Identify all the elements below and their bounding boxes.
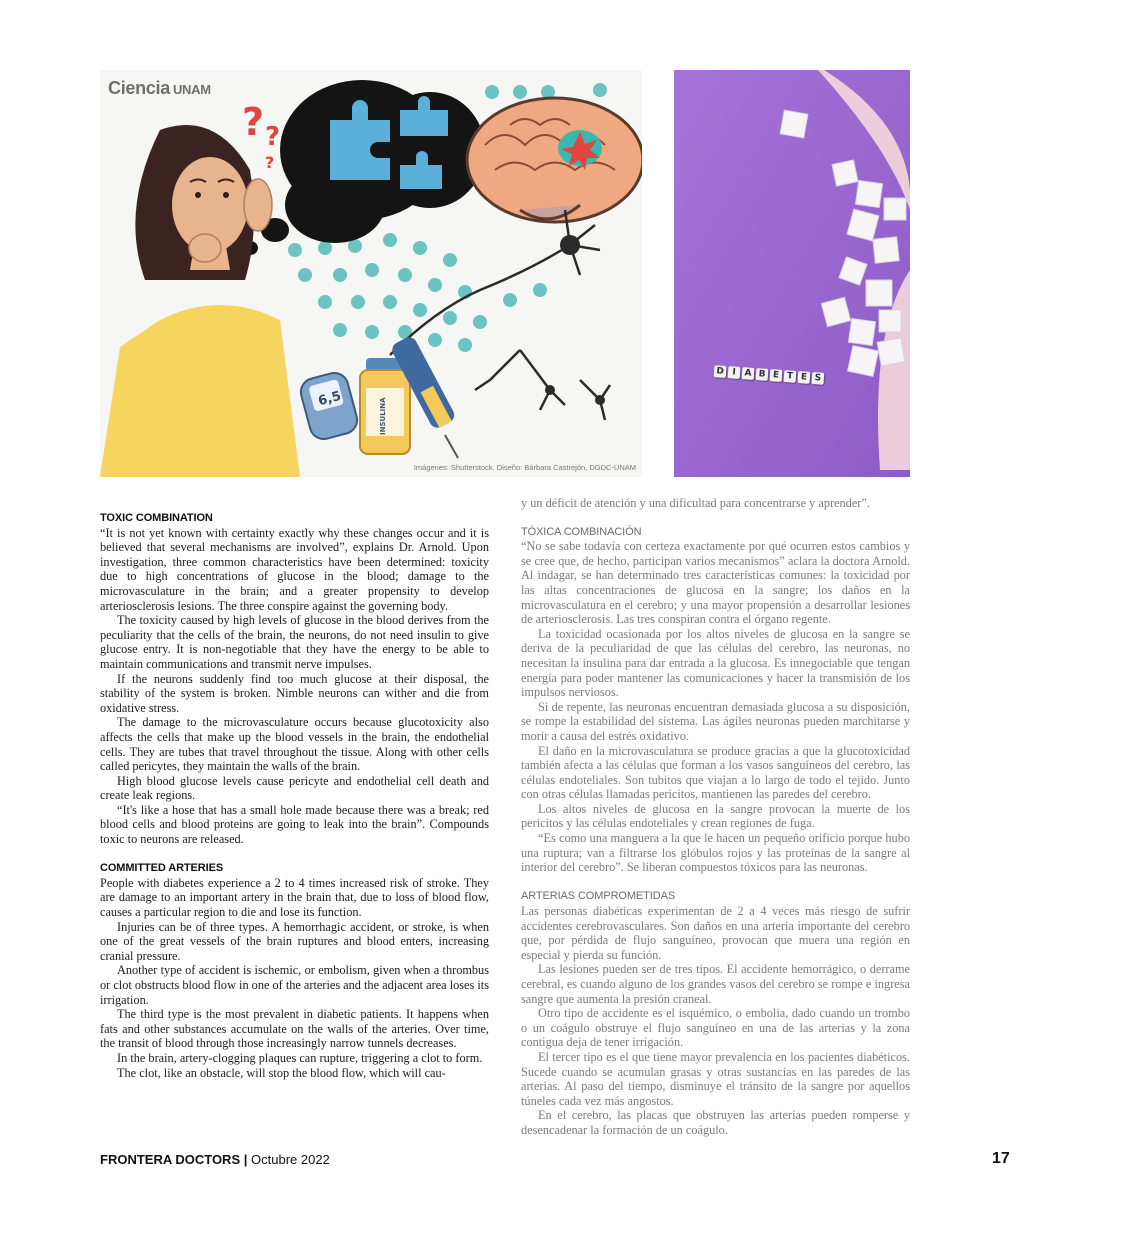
- svg-text:?: ?: [265, 153, 275, 172]
- dice-letter: T: [784, 370, 797, 383]
- issue-date: Octubre 2022: [251, 1152, 330, 1167]
- ciencia-unam-logo: Ciencia UNAM: [108, 78, 211, 98]
- photo-artwork: [674, 70, 910, 477]
- insulin-vial: [360, 358, 410, 454]
- thought-cloud: [242, 80, 485, 255]
- paragraph: Las personas diabéticas experimentan de 2 a 4 veces más riesgo de sufrir accidentes cerebrovasculares. Son daños en una arteria importante del cerebro que, por pérdida de flujo sanguíneo, provocan que muera una región en especial y pierda su función.: [521, 904, 910, 962]
- paragraph: En el cerebro, las placas que obstruyen las arterias pueden romperse y desencadenar la formación de un coágulo.: [521, 1108, 910, 1137]
- paragraph: Injuries can be of three types. A hemorrhagic accident, or stroke, is when one of the great vessels of the brain ruptures and blood enters, increasing cranial pressure.: [100, 919, 489, 963]
- paragraph: People with diabetes experience a 2 to 4 times increased risk of stroke. They are damage to an important artery in the brain that, due to loss of blood flow, causes a particular region to die and lose its function.: [100, 875, 489, 920]
- brain-drawing: [467, 98, 642, 222]
- paragraph: El tercer tipo es el que tiene mayor prevalencia en los pacientes diabéticos. Sucede cuando se acumulan grasas y otras sustancias en las paredes de las arterias. Al paso del tiempo, disminuye el tránsito de la sangre por aquellos túneles cada vez más angostos.: [521, 1049, 910, 1108]
- paragraph: If the neurons suddenly find too much glucose at their disposal, the stability of the system is broken. Nimble neurons can wither and die from oxidative stress.: [100, 671, 489, 715]
- question-marks: [242, 100, 280, 172]
- section-heading: TÓXICA COMBINACIÓN: [521, 525, 642, 538]
- brain-diabetes-illustration: [100, 70, 642, 477]
- paragraph: The damage to the microvasculature occurs because glucotoxicity also affects the cells that make up the blood vessels in the brain, the endothelial cells. They are tubes that travel throughout the tissue. Along with other cells called pericytes, they maintain the walls of the brain.: [100, 715, 489, 774]
- paragraph: High blood glucose levels cause pericyte and endothelial cell death and create leak regions.: [100, 773, 489, 803]
- dice-letter: D: [714, 365, 727, 378]
- paragraph: “Es como una manguera a la que le hacen un pequeño orificio porque hubo una ruptura; van a filtrarse los glóbulos rojos y las proteínas de la sangre al interior del cerebro”. Se liberan compuestos tóxicos para las neuronas.: [521, 831, 910, 875]
- image-credit: Imágenes: Shutterstock. Diseño: Bárbara Castrejón, DGDC-UNAM: [413, 463, 636, 472]
- page-number: 17: [992, 1150, 1010, 1167]
- paragraph: The third type is the most prevalent in diabetic patients. It happens when fats and other substances accumulate on the walls of the arteries. Over time, the transit of blood through those increasingly narrow tunnels decreases.: [100, 1007, 489, 1051]
- section-heading: ARTERIAS COMPROMETIDAS: [521, 890, 676, 903]
- dice-letter: B: [756, 368, 769, 381]
- paragraph: y un déficit de atención y una dificultad para concentrarse y aprender”.: [521, 496, 870, 510]
- dice-letter: I: [728, 366, 741, 379]
- dice-letter: E: [798, 371, 811, 384]
- paragraph: The toxicity caused by high levels of glucose in the blood derives from the peculiarity that the cells of the brain, the neurons, do not need insulin to give glucose entry. It is non-negotiable that they have the energy to be able to maintain communications and transmit nerve impulses.: [100, 613, 489, 671]
- dice-letter: E: [770, 369, 783, 382]
- magazine-footer: [100, 1152, 330, 1167]
- glucometer: [298, 370, 360, 442]
- paragraph: La toxicidad ocasionada por los altos niveles de glucosa en la sangre se deriva de la peculiaridad de que las células del cerebro, las neuronas, no necesitan la insulina para dar entrada a la glucosa. Es innegociable que tengan energía para poder mantener las comunicaciones y hacer la transmisión de los impulsos nerviosos.: [521, 626, 910, 700]
- english-column: [100, 511, 489, 1080]
- section-heading: TOXIC COMBINATION: [100, 512, 213, 524]
- paragraph: In the brain, artery-clogging plaques can rupture, triggering a clot to form.: [117, 1050, 483, 1065]
- paragraph: The clot, like an obstacle, will stop the blood flow, which will cau-: [117, 1065, 446, 1080]
- svg-text:INSULINA: INSULINA: [379, 397, 387, 435]
- illustration-artwork: [100, 70, 642, 477]
- paragraph: Si de repente, las neuronas encuentran demasiada glucosa a su disposición, se rompe la estabilidad del sistema. Las ágiles neuronas pueden marchitarse y morir a causa del estrés oxidativo.: [521, 699, 910, 743]
- svg-text:6,5: 6,5: [316, 388, 343, 410]
- worried-woman: [100, 125, 300, 477]
- footer-separator: |: [243, 1152, 248, 1167]
- paragraph: Las lesiones pueden ser de tres tipos. El accidente hemorrágico, o derrame cerebral, es cuando alguno de los grandes vasos del cerebro se rompe e ingresa sangre que aumenta la presión craneal.: [521, 962, 910, 1006]
- paragraph: Another type of accident is ischemic, or embolism, given when a thrombus or clot obstructs blood flow in one of the arteries and the adjacent area loses its irrigation.: [100, 963, 489, 1007]
- svg-text:?: ?: [242, 100, 265, 144]
- dice-letter: S: [811, 372, 824, 385]
- section-heading: COMMITTED ARTERIES: [100, 862, 224, 875]
- paragraph: El daño en la microvasculatura se produce gracias a que la glucotoxicidad también afecta a las células que forman a los vasos sanguíneos del cerebro, las células endoteliales. Son tubitos que viajan a lo largo de todo el tejido. Junto con otras células llamadas pericitos, mantienen las paredes del cerebro.: [521, 743, 910, 802]
- magazine-name: FRONTERA DOCTORS: [100, 1152, 241, 1167]
- paragraph: Otro tipo de accidente es el isquémico, o embolia, dado cuando un trombo o un coágulo obstruye el flujo sanguíneo en una de las arterias y la zona contigua deja de tener irrigación.: [521, 1006, 910, 1050]
- dice-letter: A: [742, 367, 755, 380]
- diabetes-photo: [674, 70, 910, 477]
- paragraph: “It is not yet known with certainty exactly why these changes occur and it is believed that several mechanisms are involved”, explains Dr. Arnold. Upon investigation, three common characteristics have been determined: toxicity due to high concentrations of glucose in the blood; damage to the microvasculature in the brain; and a greater propensity to develop arteriosclerosis lesions. The three conspire against the governing body.: [100, 525, 489, 613]
- paragraph: Los altos niveles de glucosa en la sangre provocan la muerte de los pericitos y las células endoteliales y crean regiones de fuga.: [521, 801, 910, 831]
- svg-text:?: ?: [265, 122, 281, 152]
- paragraph: “No se sabe todavía con certeza exactamente por qué ocurren estos cambios y se cree que, de hecho, participan varios mecanismos” aclara la doctora Arnold. Al indagar, se han determinado tres características comunes: la toxicidad por las altas concentraciones de glucosa en la sangre; los daños en la microvasculatura en el cerebro; y una mayor propensión a desarrollar lesiones de arteriosclerosis. Las tres conspiran contra el órgano regente.: [521, 539, 910, 627]
- paragraph: “It's like a hose that has a small hole made because there was a break; red blood cells and blood proteins are going to leak into the brain”. Compounds toxic to neurons are released.: [100, 802, 489, 847]
- spanish-column: [521, 496, 910, 1138]
